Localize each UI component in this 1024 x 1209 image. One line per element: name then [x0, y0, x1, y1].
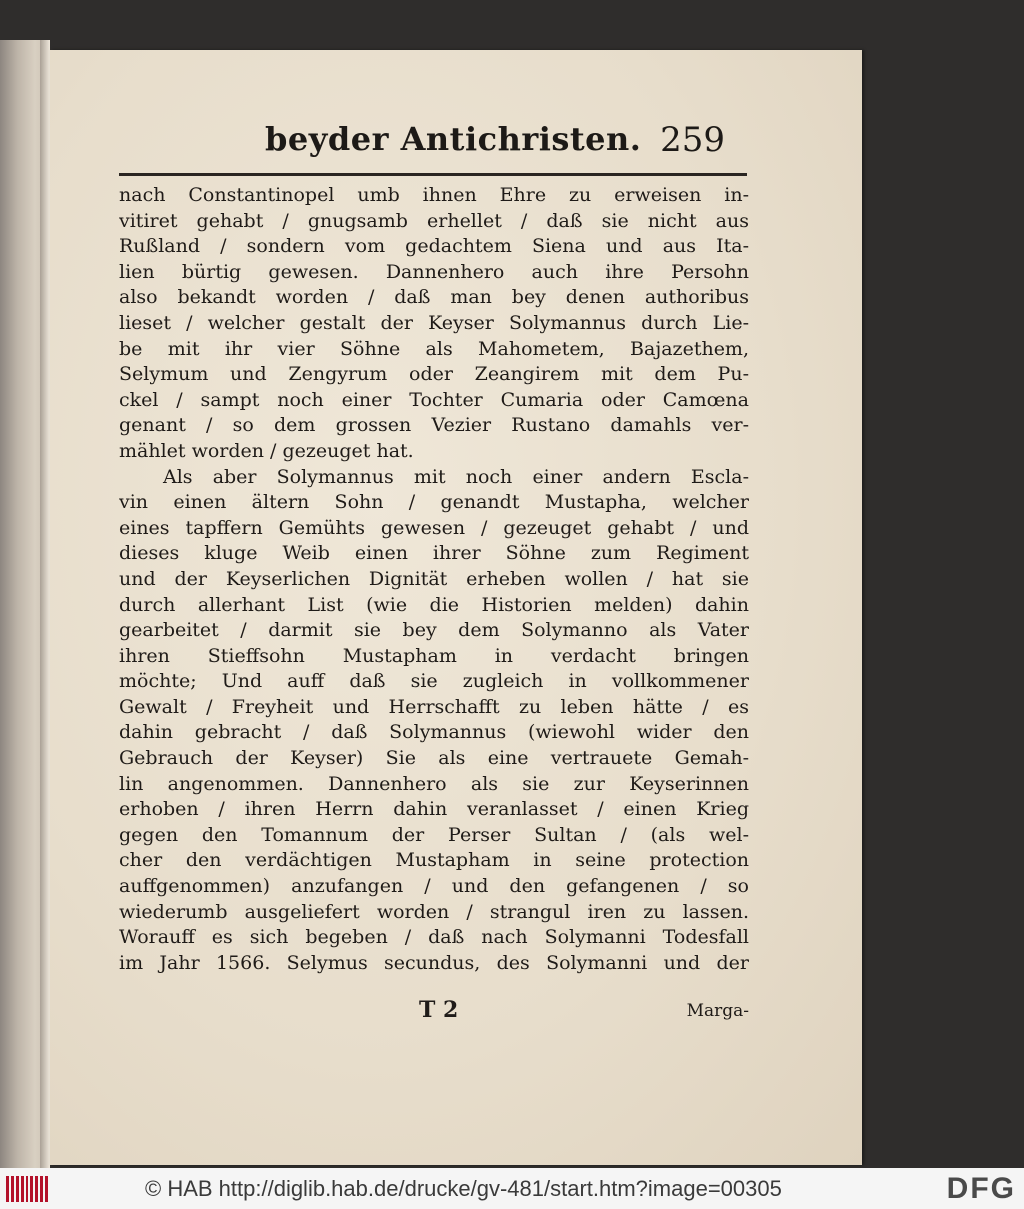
text-line: Gebrauch der Keyser) Sie als eine vertrauete Gemah- [119, 747, 749, 770]
text-line: lieset / welcher gestalt der Keyser Solymannus durch Lie- [119, 311, 749, 334]
text-line: cher den verdächtigen Mustapham in seine protection [119, 849, 749, 872]
text-line: vin einen ältern Sohn / genandt Mustapha, welcher [119, 491, 749, 514]
text-line: be mit ihr vier Söhne als Mahometem, Bajazethem, [119, 337, 749, 360]
page-edge [40, 40, 50, 1168]
text-line: auffgenommen) anzufangen / und den gefangenen / so [119, 875, 749, 898]
text-line: eines tapffern Gemühts gewesen / gezeuget gehabt / und [119, 516, 749, 539]
text-line: möchte; Und auff daß sie zugleich in vollkommener [119, 670, 749, 693]
text-line: durch allerhant List (wie die Historien melden) dahin [119, 593, 749, 616]
text-line: nach Constantinopel umb ihnen Ehre zu erweisen in- [119, 184, 749, 206]
text-line: dahin gebracht / daß Solymannus (wiewohl wider den [119, 721, 749, 744]
text-line: gegen den Tomannum der Perser Sultan / (als wel- [119, 823, 749, 846]
text-line: Als aber Solymannus mit noch einer andern Escla- [163, 465, 749, 488]
text-line: wiederumb ausgeliefert worden / strangul iren zu lassen. [119, 900, 749, 923]
text-line: ckel / sampt noch einer Tochter Cumaria oder Camœna [119, 388, 749, 411]
text-line: erhoben / ihren Herrn dahin veranlasset / einen Krieg [119, 798, 749, 821]
text-line: ihren Stieffsohn Mustapham in verdacht bringen [119, 644, 749, 667]
text-line: genant / so dem grossen Vezier Rustano damahls ver- [119, 414, 749, 437]
page-footer [119, 997, 749, 1027]
credit-bar [0, 1168, 1024, 1209]
text-line: Selymum und Zengyrum oder Zeangirem mit dem Pu- [119, 363, 749, 386]
text-line: also bekandt worden / daß man bey denen authoribus [119, 286, 749, 309]
running-title: beyder Antichristen. [265, 120, 642, 158]
scanned-page [50, 50, 862, 1165]
text-line: und der Keyserlichen Dignität erheben wollen / hat sie [119, 567, 749, 590]
hab-logo-icon [6, 1176, 48, 1202]
body-text [119, 183, 749, 976]
text-line: gearbeitet / darmit sie bey dem Solymanno als Vater [119, 619, 749, 642]
text-line: im Jahr 1566. Selymus secundus, des Solymanni und der [119, 951, 749, 974]
signature-mark: T 2 [419, 997, 459, 1023]
text-line: lien bürtig gewesen. Dannenhero auch ihre Persohn [119, 260, 749, 283]
catchword: Marga- [686, 1001, 749, 1021]
page-number: 259 [660, 120, 725, 160]
text-line: mählet worden / gezeuget hat. [119, 439, 414, 462]
page-header [265, 120, 725, 170]
credit-link[interactable]: © HAB http://diglib.hab.de/drucke/gv-481/start.htm?image=00305 [145, 1176, 782, 1201]
dfg-logo: DFG [946, 1172, 1016, 1205]
text-line: vitiret gehabt / gnugsamb erhellet / daß sie nicht aus [119, 209, 749, 232]
text-line: Gewalt / Freyheit und Herrschafft zu leben hätte / es [119, 695, 749, 718]
header-rule [119, 173, 747, 176]
text-line: lin angenommen. Dannenhero als sie zur Keyserinnen [119, 772, 749, 795]
text-line: Worauff es sich begeben / daß nach Solymanni Todesfall [119, 926, 749, 949]
text-line: Rußland / sondern vom gedachtem Siena und aus Ita- [119, 235, 749, 258]
text-line: dieses kluge Weib einen ihrer Söhne zum Regiment [119, 542, 749, 565]
